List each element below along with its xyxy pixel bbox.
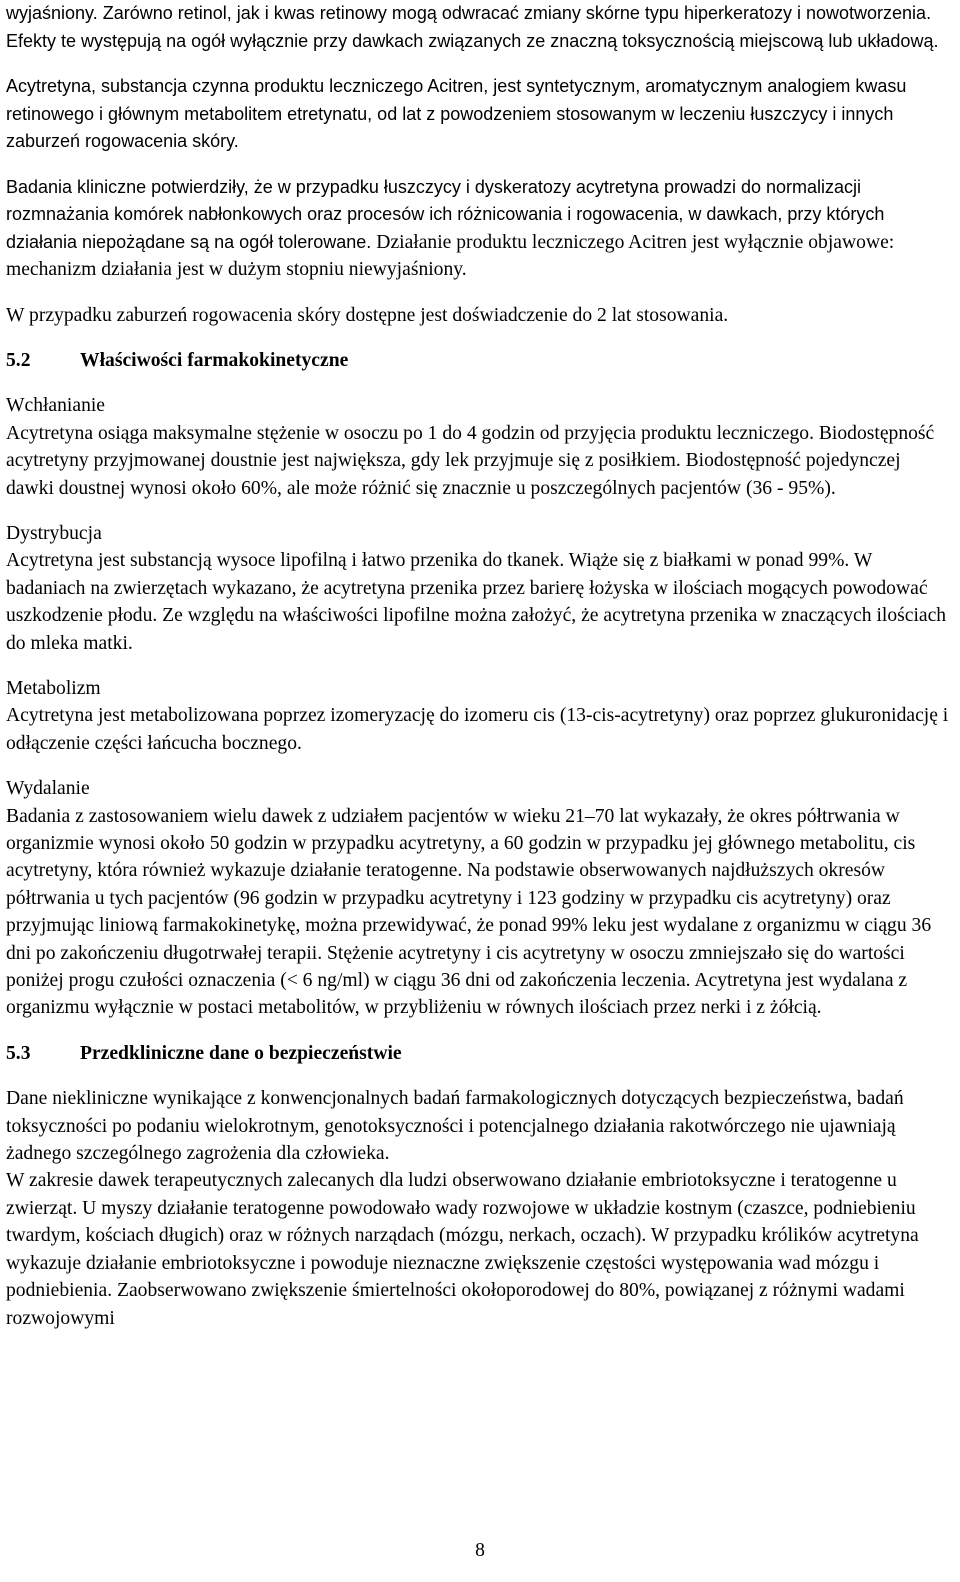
- section-number: 5.3: [6, 1042, 31, 1064]
- distribution-block: [6, 520, 950, 657]
- clinical-text-part-1: Badania kliniczne potwierdziły, że w przypadku łuszczycy i dyskeratozy acytretyna prowadzi do normalizacji rozmnażania komórek nabłonkowych oraz procesów ich różnicowania i rogowacenia, w dawkach, przy których działania niepożądane są na ogół tolerowane.: [6, 176, 885, 252]
- preclinical-text-2: W zakresie dawek terapeutycznych zalecanych dla ludzi obserwowano działanie embriotoksyczne i teratogenne u zwierząt. U myszy działanie teratogenne powodowało wady rozwojowe w układzie kostnym (czaszce, podniebieniu twardym, kościach długich) oraz w różnych narządach (mózgu, nerkach, oczach). W przypadku królików acytretyna wykazuje działanie embriotoksyczne i powoduje nieznaczne zwiększenie częstości występowania wad mózgu i podniebienia. Zaobserwowano zwiększenie śmiertelności okołoporodowej do 80%, powiązanej z różnymi wadami rozwojowymi: [6, 1170, 919, 1329]
- page-number: 8: [475, 1540, 485, 1561]
- experience-paragraph: W przypadku zaburzeń rogowacenia skóry dostępne jest doświadczenie do 2 lat stosowania.: [6, 304, 729, 326]
- clinical-text-part-2: Działanie produktu leczniczego Acitren jest wyłącznie objawowe: mechanizm działania jest w dużym stopniu niewyjaśniony.: [6, 231, 895, 280]
- distribution-heading: Dystrybucja: [6, 522, 102, 544]
- elimination-text: Badania z zastosowaniem wielu dawek z udziałem pacjentów w wieku 21–70 lat wykazały, że okres półtrwania w organizmie wynosi około 50 godzin w przypadku acytretyny, a 60 godzin w przypadku jej głównego metabolitu, cis acytretyny, która również wykazuje działanie teratogenne. Na podstawie obserwowanych najdłuższych okresów półtrwania u tych pacjentów (96 godzin w przypadku acytretyny i 123 godziny w przypadku cis acytretyny) oraz przyjmując liniową farmakokinetykę, można przewidywać, że ponad 99% leku jest wydalane z organizmu w ciągu 36 dni po zakończeniu długotrwałej terapii. Stężenie acytretyny i cis acytretyny w osoczu zmniejszało się do wartości poniżej progu czułości oznaczenia (< 6 ng/ml) w ciągu 36 dni od zakończenia leczenia. Acytretyna jest wydalana z organizmu wyłącznie w postaci metabolitów, w przybliżeniu w równych ilościach przez nerki i z żółcią.: [6, 805, 932, 1019]
- metabolism-block: [6, 675, 950, 757]
- section-number: 5.2: [6, 349, 31, 371]
- distribution-text: Acytretyna jest substancją wysoce lipofilną i łatwo przenika do tkanek. Wiąże się z białkami w ponad 99%. W badaniach na zwierzętach wykazano, że acytretyna przenika przez barierę łożyska w ilościach mogących powodować uszkodzenie płodu. Ze względu na właściwości lipofilne można założyć, że acytretyna przenika w znaczących ilościach do mleka matki.: [6, 550, 947, 654]
- absorption-heading: Wchłanianie: [6, 395, 106, 417]
- section-5-3-heading: [6, 1040, 950, 1067]
- metabolism-text: Acytretyna jest metabolizowana poprzez izomeryzację do izomeru cis (13-cis-acytretyny) oraz poprzez glukuronidację i odłączenie części łańcucha bocznego.: [6, 705, 949, 754]
- elimination-block: [6, 775, 950, 1022]
- absorption-block: [6, 392, 950, 502]
- acitren-paragraph: Acytretyna, substancja czynna produktu leczniczego Acitren, jest syntetycznym, aromatycznym analogiem kwasu retinowego i głównym metabolitem etretynatu, od lat z powodzeniem stosowanym w leczeniu łuszczycy i innych zaburzeń rogowacenia skóry.: [6, 76, 907, 151]
- absorption-text: Acytretyna osiąga maksymalne stężenie w osoczu po 1 do 4 godzin od przyjęcia produktu leczniczego. Biodostępność acytretyny przyjmowanej doustnie jest największa, gdy lek przyjmuje się z posiłkiem. Biodostępność pojedynczej dawki doustnej wynosi około 60%, ale może różnić się znacznie u poszczególnych pacjentów (36 - 95%).: [6, 422, 935, 499]
- preclinical-text-1: Dane niekliniczne wynikające z konwencjonalnych badań farmakologicznych dotyczących bezpieczeństwa, badań toksyczności po podaniu wielokrotnym, genotoksyczności i potencjalnego działania rakotwórczego nie ujawniają żadnego szczególnego zagrożenia dla człowieka.: [6, 1088, 904, 1165]
- metabolism-heading: Metabolizm: [6, 677, 101, 699]
- section-title: Przedkliniczne dane o bezpieczeństwie: [80, 1042, 402, 1064]
- section-title: Właściwości farmakokinetyczne: [80, 349, 349, 371]
- section-5-2-heading: [6, 347, 950, 374]
- intro-paragraph: wyjaśniony. Zarówno retinol, jak i kwas retinowy mogą odwracać zmiany skórne typu hiperkeratozy i nowotworzenia. Efekty te występują na ogół wyłącznie przy dawkach związanych ze znaczną toksycznością miejscową lub układową.: [6, 3, 939, 51]
- preclinical-block: [6, 1085, 950, 1332]
- elimination-heading: Wydalanie: [6, 778, 90, 800]
- document-page: [6, 0, 950, 1332]
- clinical-paragraph: [6, 174, 950, 284]
